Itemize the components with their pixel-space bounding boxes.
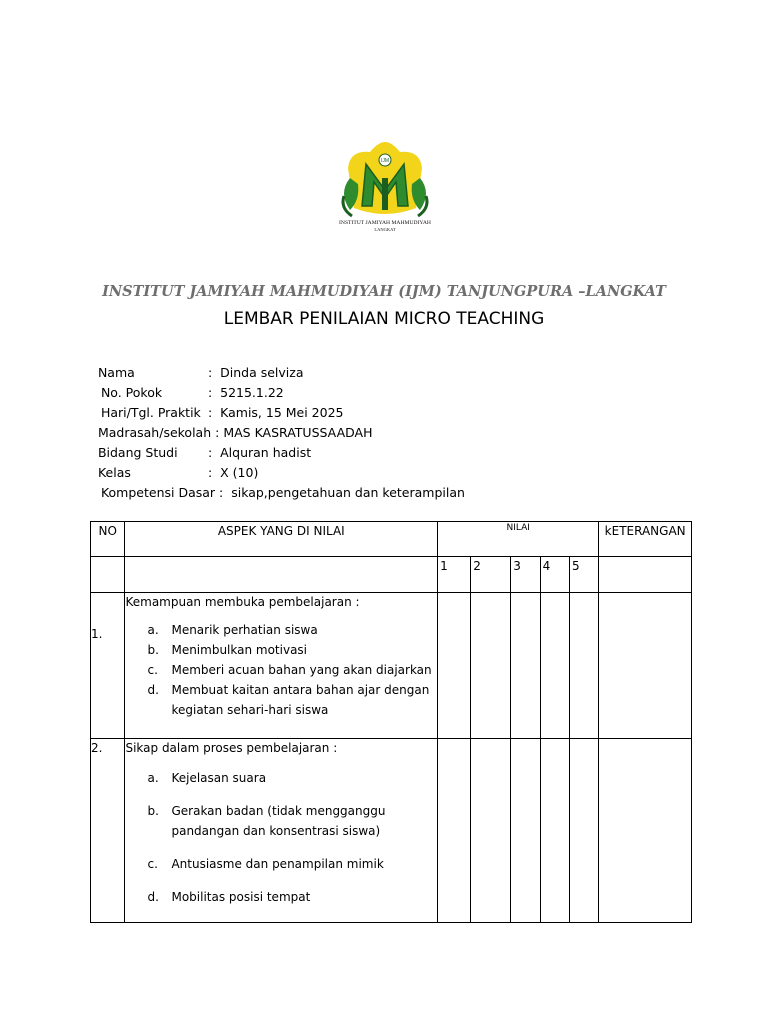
item-letter: d. [147, 683, 159, 697]
info-value: sikap,pengetahuan dan keterampilan [231, 485, 465, 500]
item-text: Membuat kaitan antara bahan ajar dengan kegiatan sehari-hari siswa [171, 683, 430, 717]
row-items [125, 620, 437, 720]
row-items [125, 768, 437, 907]
table-row [91, 739, 692, 923]
keterangan-cell[interactable] [599, 739, 692, 923]
info-value: Kamis, 15 Mei 2025 [220, 405, 344, 420]
row-no: 2. [91, 741, 103, 755]
score-cell[interactable] [540, 593, 569, 739]
info-value: X (10) [220, 465, 259, 480]
score-cell[interactable] [471, 739, 511, 923]
logo-caption-line1: INSTITUT JAMIYAH MAHMUDIYAH [339, 220, 431, 226]
header-keterangan: kETERANGAN [599, 522, 692, 557]
list-item [125, 640, 437, 660]
item-text: Mobilitas posisi tempat [171, 890, 311, 904]
header-no: NO [91, 522, 125, 557]
score-row-aspek-cell [125, 557, 438, 593]
score-4: 4 [540, 557, 569, 593]
row-aspek-cell [125, 593, 438, 739]
info-label: Hari/Tgl. Praktik [100, 405, 201, 420]
score-row-no-cell [91, 557, 125, 593]
list-item [125, 801, 437, 841]
info-kompetensi-dasar [93, 470, 465, 500]
item-text: Kejelasan suara [171, 771, 267, 785]
score-cell[interactable] [511, 593, 540, 739]
item-letter: b. [147, 643, 159, 657]
info-value: Alquran hadist [220, 445, 312, 460]
score-cell[interactable] [511, 739, 540, 923]
list-item [125, 620, 437, 640]
info-label: Kelas [97, 465, 131, 480]
info-sep: : [219, 485, 224, 500]
score-1: 1 [438, 557, 471, 593]
assessment-table [90, 521, 692, 923]
info-value: 5215.1.22 [220, 385, 284, 400]
list-item [125, 887, 437, 907]
header-nilai: NILAI [438, 522, 599, 557]
score-cell[interactable] [438, 739, 471, 923]
row-heading: Kemampuan membuka pembelajaran : [125, 595, 360, 609]
list-item [125, 854, 437, 874]
logo-emblem-icon [330, 138, 440, 248]
item-letter: c. [147, 857, 158, 871]
info-label: Nama [97, 365, 135, 380]
info-value: Dinda selviza [220, 365, 304, 380]
score-cell[interactable] [438, 593, 471, 739]
score-2: 2 [471, 557, 511, 593]
header-aspek: ASPEK YANG DI NILAI [125, 522, 438, 557]
score-cell[interactable] [540, 739, 569, 923]
score-3: 3 [511, 557, 540, 593]
item-letter: c. [147, 663, 158, 677]
table-score-row [91, 557, 692, 593]
info-sep: : [207, 465, 213, 480]
score-5: 5 [569, 557, 598, 593]
item-text: Antusiasme dan penampilan mimik [171, 857, 384, 871]
item-letter: a. [147, 771, 159, 785]
row-no: 1. [91, 627, 103, 641]
document-title: LEMBAR PENILAIAN MICRO TEACHING [223, 309, 545, 329]
info-label: Bidang Studi [97, 445, 178, 460]
info-value: MAS KASRATUSSAADAH [223, 425, 373, 440]
row-heading: Sikap dalam proses pembelajaran : [125, 741, 338, 755]
info-sep: : [207, 365, 213, 380]
logo-caption-line2: LANGKAT [374, 227, 396, 232]
row-no-cell [91, 739, 125, 923]
item-letter: a. [147, 623, 159, 637]
info-label: Madrasah/sekolah [97, 425, 212, 440]
score-cell[interactable] [569, 739, 598, 923]
score-cell[interactable] [569, 593, 598, 739]
table-row [91, 593, 692, 739]
item-letter: b. [147, 804, 159, 818]
table-header-row [91, 522, 692, 557]
institution-name: INSTITUT JAMIYAH MAHMUDIYAH (IJM) TANJUNGPURA –LANGKAT [102, 283, 666, 300]
item-text: Gerakan badan (tidak mengganggu pandangan dan konsentrasi siswa) [171, 804, 386, 838]
item-text: Menimbulkan motivasi [171, 643, 308, 657]
info-label: Kompetensi Dasar [100, 485, 216, 500]
row-no-cell [91, 593, 125, 739]
score-row-keterangan-cell [599, 557, 692, 593]
item-text: Menarik perhatian siswa [171, 623, 318, 637]
item-letter: d. [147, 890, 159, 904]
keterangan-cell[interactable] [599, 593, 692, 739]
info-sep: : [207, 385, 213, 400]
list-item [125, 768, 437, 788]
info-sep: : [207, 405, 213, 420]
logo-badge-text: IJM [380, 158, 390, 164]
info-sep: : [207, 445, 213, 460]
institution-logo [330, 138, 440, 248]
item-text: Memberi acuan bahan yang akan diajarkan [171, 663, 432, 677]
info-sep: : [215, 425, 220, 440]
row-aspek-cell [125, 739, 438, 923]
list-item [125, 660, 437, 680]
list-item [125, 680, 437, 720]
info-label: No. Pokok [100, 385, 163, 400]
score-cell[interactable] [471, 593, 511, 739]
